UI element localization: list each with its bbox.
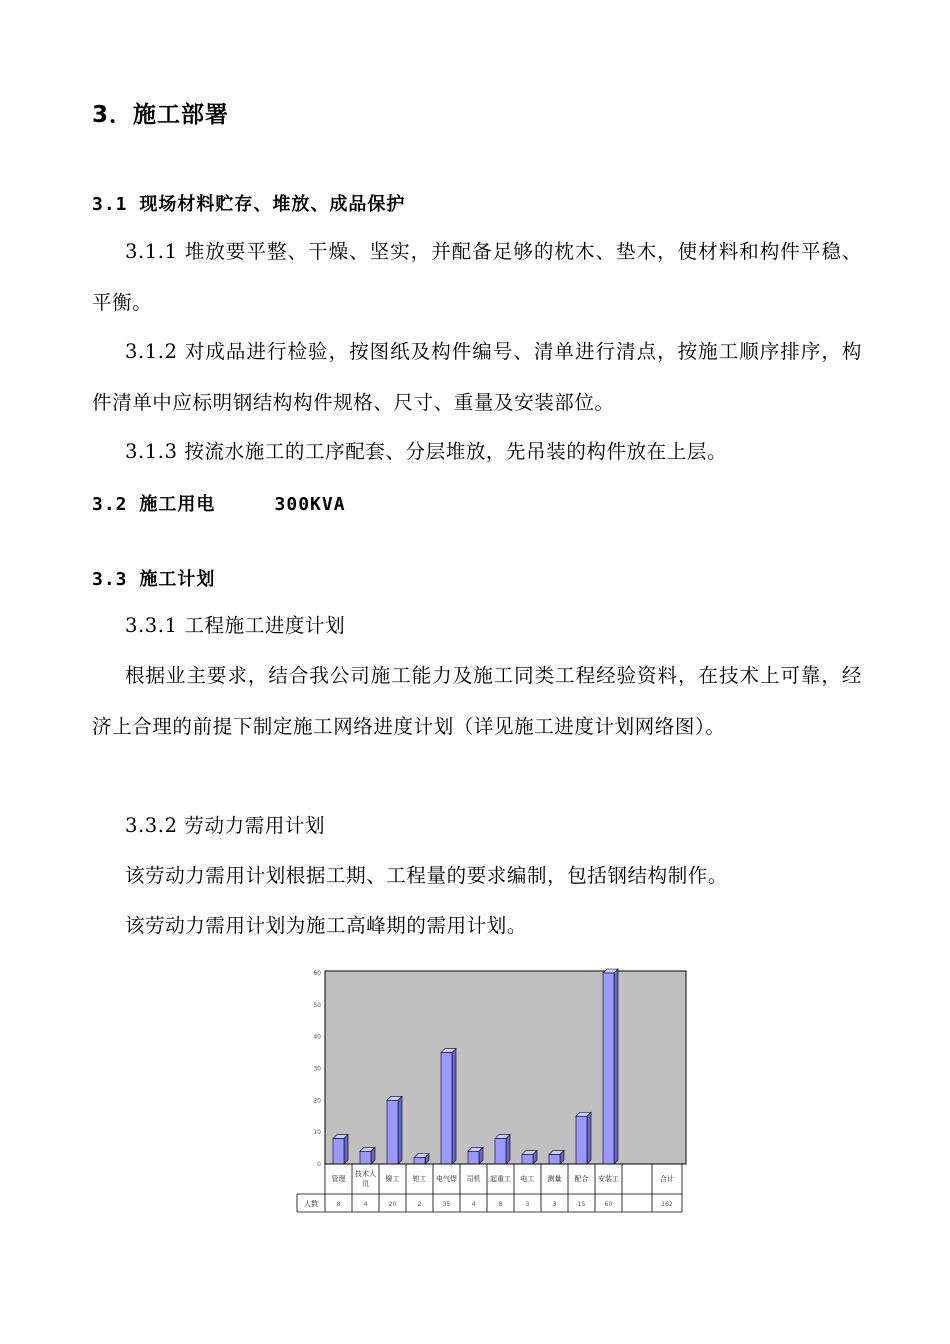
value-label: 8: [498, 1201, 503, 1208]
paragraph-3-1-1: 3.1.1 堆放要平整、干燥、坚实，并配备足够的枕木、垫木，使材料和构件平稳、平衡。: [92, 240, 862, 314]
value-label: 3: [525, 1201, 530, 1208]
bar-side: [398, 1096, 402, 1164]
labor-chart-svg: [295, 966, 687, 1216]
y-tick-label: 0: [317, 1161, 321, 1168]
heading-3-3: 3.3 施工计划: [92, 569, 216, 590]
y-tick-label: 40: [313, 1033, 321, 1041]
section-title: 3．施工部署: [92, 102, 230, 128]
value-label: 20: [388, 1201, 397, 1208]
y-tick-label: 50: [313, 1001, 321, 1009]
heading-3-1: 3.1 现场材料贮存、堆放、成品保护: [92, 194, 406, 215]
category-label: 钳工: [412, 1175, 427, 1183]
value-label: 3: [552, 1201, 557, 1208]
category-label: 技术人: [355, 1170, 376, 1178]
category-label: 配合: [574, 1175, 589, 1183]
category-label: 安装工: [598, 1175, 619, 1183]
category-label: 测量: [547, 1175, 562, 1183]
paragraph-labor-1: 该劳动力需用计划根据工期、工程量的要求编制，包括钢结构制作。: [125, 864, 729, 887]
value-label: 60: [604, 1201, 613, 1208]
y-tick-label: 20: [313, 1097, 321, 1105]
value-label: 4: [363, 1201, 368, 1208]
category-label: 起重工: [490, 1175, 511, 1183]
total-value: 162: [661, 1201, 673, 1208]
bar: [603, 973, 614, 1164]
bar-side: [614, 969, 618, 1164]
y-tick-label: 10: [313, 1129, 321, 1137]
bar-side: [587, 1112, 591, 1164]
value-label: 8: [336, 1201, 341, 1208]
bar: [333, 1139, 344, 1164]
bar: [549, 1154, 560, 1164]
paragraph-3-3-1: 3.3.1 工程施工进度计划: [125, 614, 346, 637]
category-label: 电气焊: [436, 1175, 457, 1183]
paragraph-3-1-2: 3.1.2 对成品进行检验，按图纸及构件编号、清单进行清点，按施工顺序排序，构件清单中应标明钢结构构件规格、尺寸、重量及安装部位。: [92, 340, 862, 414]
bar: [441, 1053, 452, 1164]
paragraph-3-3-2: 3.3.2 劳动力需用计划: [125, 814, 326, 837]
heading-3-2: 3.2 施工用电 300KVA: [92, 494, 346, 515]
category-label: 电工: [520, 1175, 535, 1183]
row-label: 人数: [304, 1200, 318, 1208]
y-tick-label: 30: [313, 1065, 321, 1073]
bar: [522, 1154, 533, 1164]
bar: [387, 1100, 398, 1164]
labor-chart: [295, 966, 687, 1216]
value-label: 15: [577, 1201, 586, 1208]
bar: [576, 1116, 587, 1164]
value-label: 35: [442, 1201, 451, 1208]
bar: [360, 1151, 371, 1164]
value-label: 4: [471, 1201, 476, 1208]
bar: [468, 1151, 479, 1164]
total-header: 合计: [660, 1175, 674, 1183]
category-label: 管理: [331, 1175, 346, 1183]
bar-side: [452, 1049, 456, 1164]
paragraph-labor-2: 该劳动力需用计划为施工高峰期的需用计划。: [125, 914, 528, 937]
paragraph-3-1-3: 3.1.3 按流水施工的工序配套、分层堆放，先吊装的构件放在上层。: [125, 440, 728, 463]
y-tick-label: 60: [313, 970, 321, 977]
category-label: 司机: [466, 1175, 481, 1183]
value-label: 2: [417, 1201, 422, 1208]
category-label: 员: [362, 1180, 369, 1188]
bar-side: [344, 1135, 348, 1164]
bar-side: [506, 1135, 510, 1164]
paragraph-schedule: 根据业主要求，结合我公司施工能力及施工同类工程经验资料，在技术上可靠，经济上合理的前提下制定施工网络进度计划（详见施工进度计划网络图）。: [92, 664, 862, 738]
category-label: 铆工: [385, 1175, 400, 1183]
bar: [495, 1139, 506, 1164]
bar: [414, 1158, 425, 1164]
